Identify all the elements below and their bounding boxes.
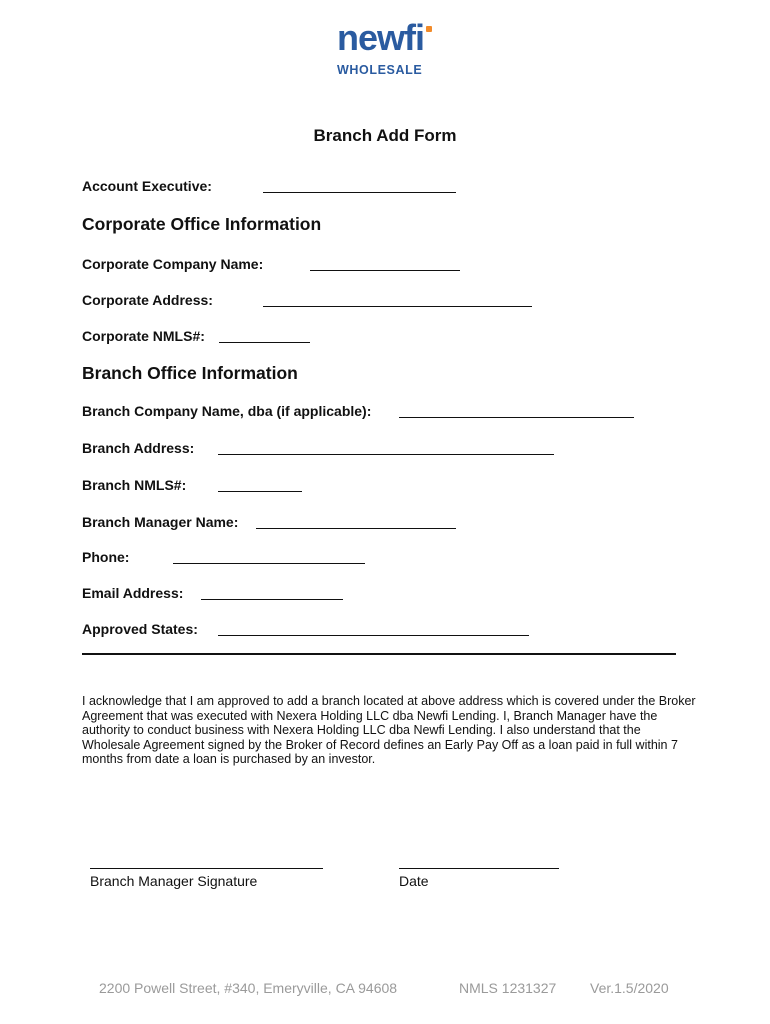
- corporate-nmls-field[interactable]: [219, 342, 310, 343]
- corporate-company-name-field[interactable]: [310, 270, 460, 271]
- account-executive-label: Account Executive:: [82, 178, 212, 194]
- logo-subtitle: WHOLESALE: [337, 63, 423, 77]
- corporate-section-heading: Corporate Office Information: [82, 214, 322, 234]
- branch-nmls-label: Branch NMLS#:: [82, 477, 187, 493]
- email-address-label: Email Address:: [82, 585, 184, 601]
- acknowledgement-paragraph: I acknowledge that I am approved to add a branch located at above address which is covered under the Broker Agreement that was executed with Nexera Holding LLC dba Newfi Lending. I, Branch Manager have the authority to conduct business with Nexera Holding LLC dba Newfi Lending. I also understand that the Wholesale Agreement signed by the Broker of Record defines an Early Pay Off as a loan paid in full within 7 months from date a loan is purchased by an investor.: [82, 694, 696, 766]
- approved-states-label: Approved States:: [82, 621, 198, 637]
- branch-section-heading: Branch Office Information: [82, 363, 298, 383]
- branch-company-name-field[interactable]: [399, 417, 634, 418]
- footer-version: Ver.1.5/2020: [590, 980, 669, 996]
- corporate-address-label: Corporate Address:: [82, 292, 213, 308]
- date-label: Date: [399, 873, 429, 889]
- branch-address-field[interactable]: [218, 454, 554, 455]
- logo-wordmark: newfi: [337, 17, 425, 58]
- branch-manager-name-field[interactable]: [256, 528, 456, 529]
- footer-address: 2200 Powell Street, #340, Emeryville, CA 94608: [99, 980, 398, 996]
- branch-company-name-label: Branch Company Name, dba (if applicable):: [82, 403, 372, 419]
- corporate-nmls-label: Corporate NMLS#:: [82, 328, 205, 344]
- corporate-company-name-label: Corporate Company Name:: [82, 256, 264, 272]
- phone-field[interactable]: [173, 563, 365, 564]
- section-divider: [82, 653, 676, 655]
- email-address-field[interactable]: [201, 599, 343, 600]
- form-title: Branch Add Form: [313, 126, 457, 145]
- branch-nmls-field[interactable]: [218, 491, 302, 492]
- newfi-wholesale-logo: [337, 17, 437, 80]
- logo-dot: [426, 26, 432, 32]
- phone-label: Phone:: [82, 549, 130, 565]
- account-executive-field[interactable]: [263, 192, 456, 193]
- approved-states-field[interactable]: [218, 635, 529, 636]
- footer-nmls: NMLS 1231327: [459, 980, 557, 996]
- branch-manager-name-label: Branch Manager Name:: [82, 514, 239, 530]
- date-line[interactable]: [399, 868, 559, 869]
- corporate-address-field[interactable]: [263, 306, 532, 307]
- branch-address-label: Branch Address:: [82, 440, 195, 456]
- signature-line[interactable]: [90, 868, 323, 869]
- branch-manager-signature-label: Branch Manager Signature: [90, 873, 258, 889]
